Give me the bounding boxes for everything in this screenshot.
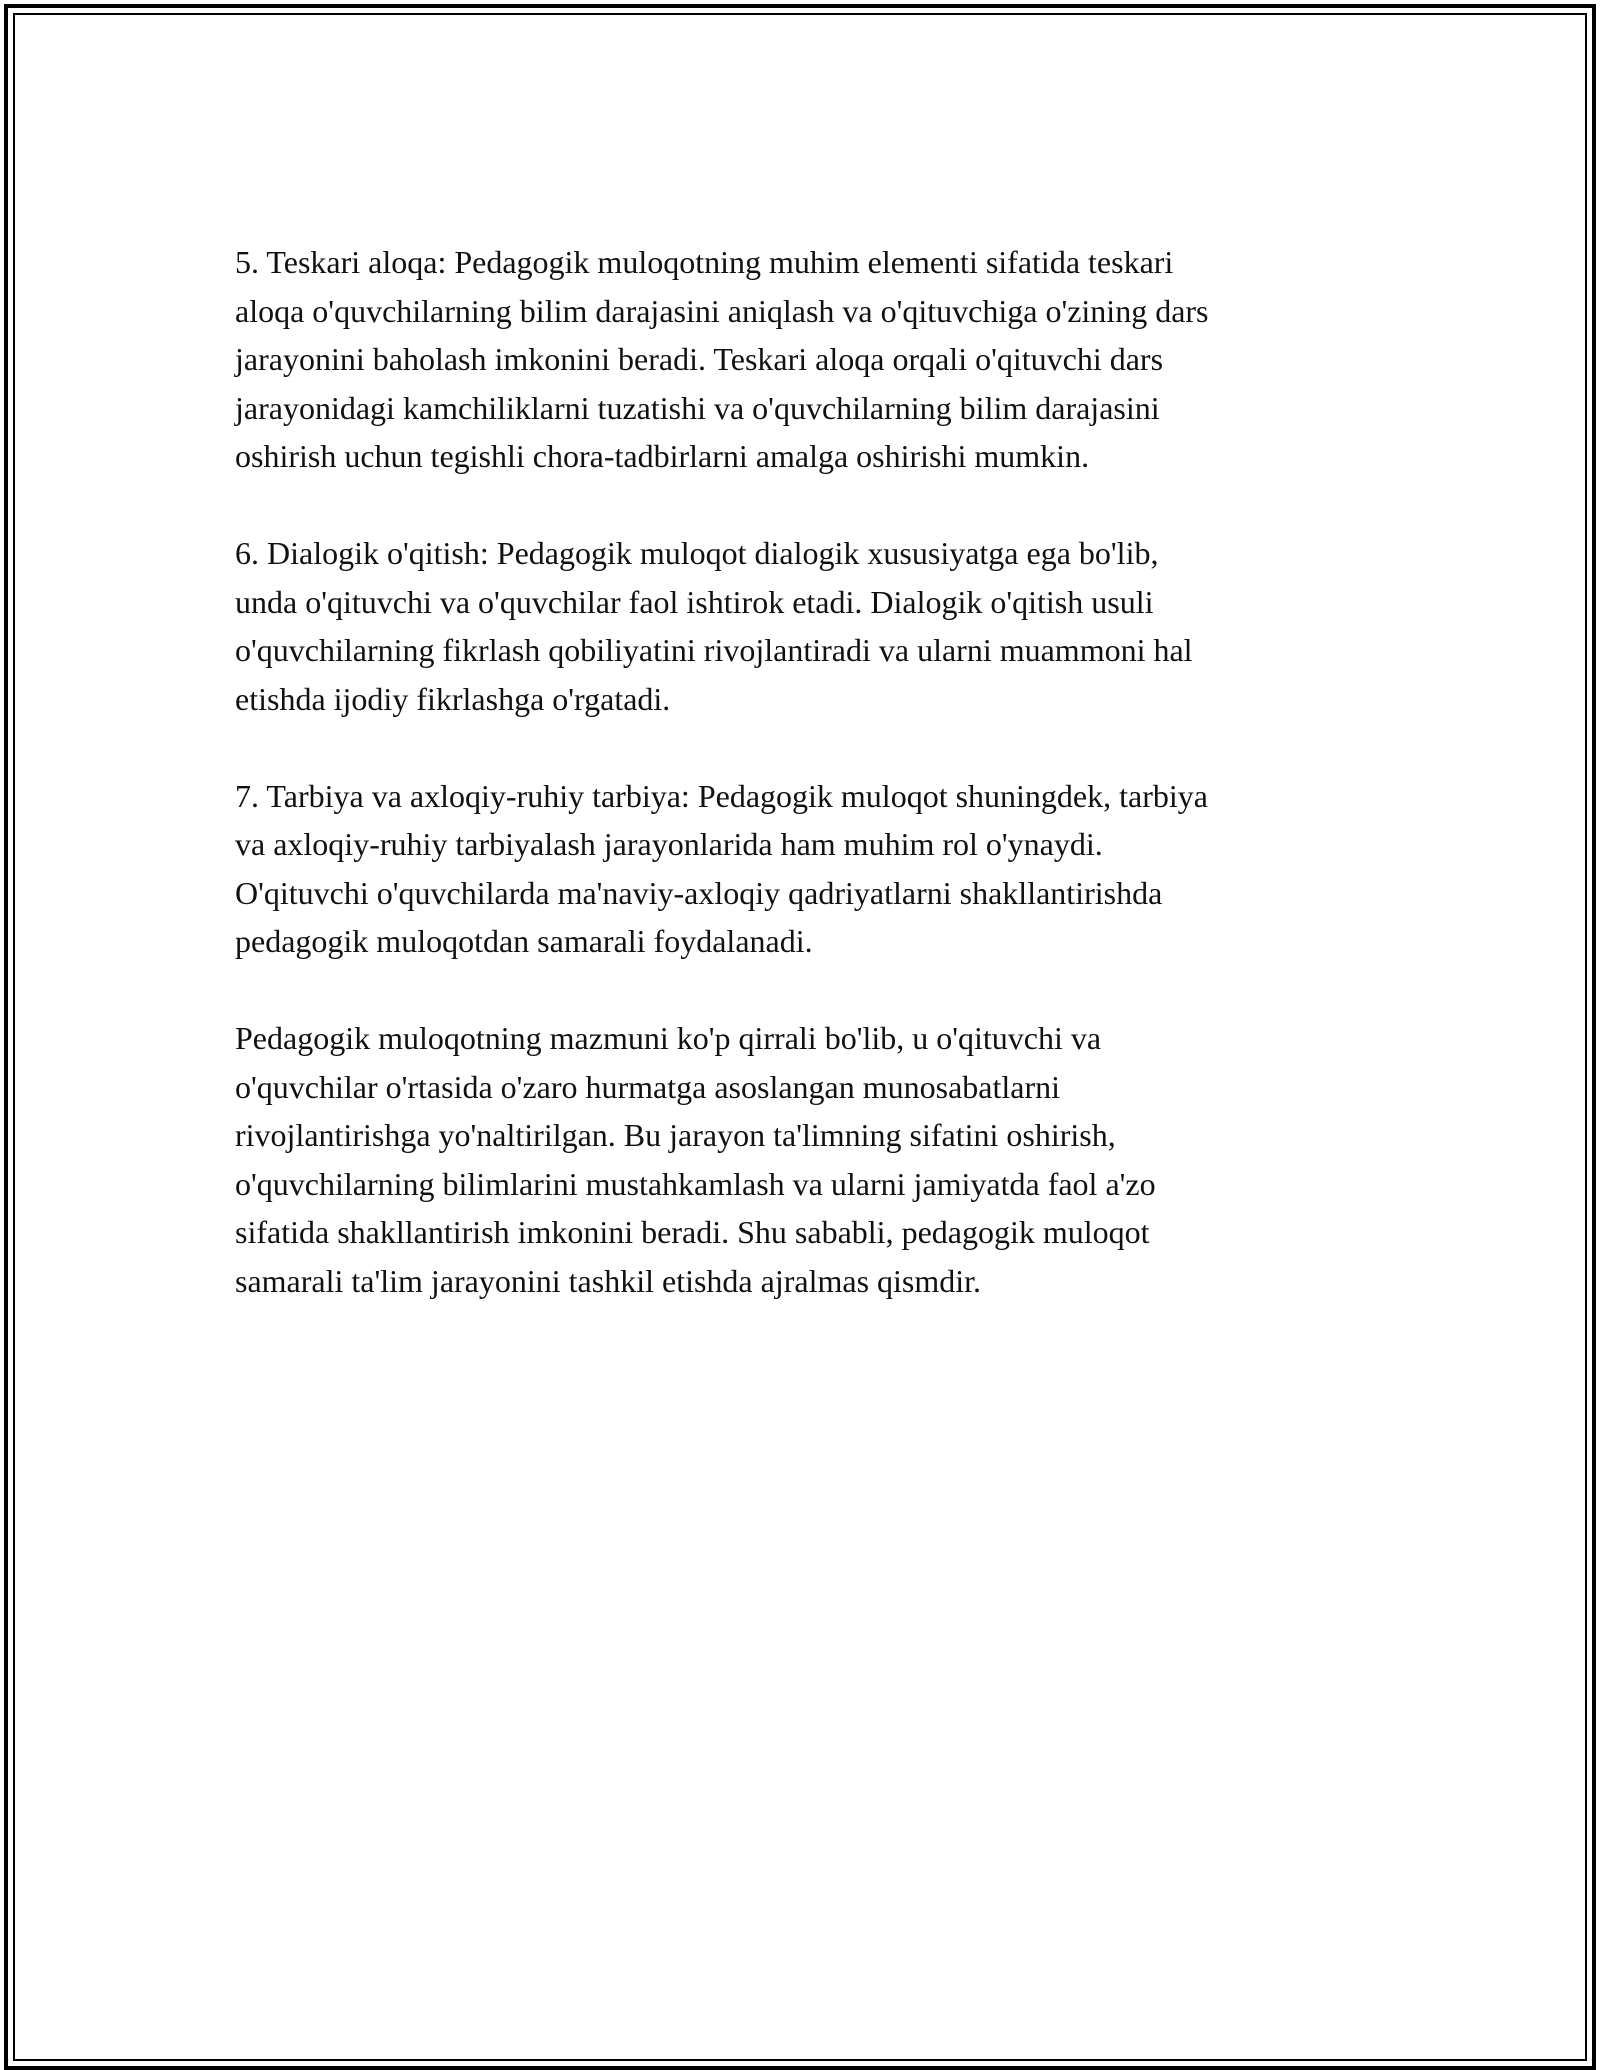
text-line: samarali ta'lim jarayonini tashkil etishda ajralmas qismdir. bbox=[235, 1262, 982, 1299]
text-line: rivojlantirishga yo'naltirilgan. Bu jarayon ta'limning sifatini oshirish, bbox=[235, 1117, 1116, 1153]
text-line: aloqa o'quvchilarning bilim darajasini aniqlash va o'qituvchiga o'zining dars bbox=[235, 292, 1209, 329]
paragraph-dialogic-teaching bbox=[235, 529, 1355, 723]
text-line: 6. Dialogik o'qitish: Pedagogik muloqot dialogik xususiyatga ega bo'lib, bbox=[235, 535, 1159, 571]
text-line: Pedagogik muloqotning mazmuni ko'p qirrali bo'lib, u o'qituvchi va bbox=[235, 1020, 1102, 1056]
paragraph-conclusion bbox=[235, 1014, 1355, 1305]
paragraph-moral-education bbox=[235, 772, 1355, 966]
text-line: unda o'qituvchi va o'quvchilar faol ishtirok etadi. Dialogik o'qitish usuli bbox=[235, 583, 1154, 620]
text-line: sifatida shakllantirish imkonini beradi. Shu sababli, pedagogik muloqot bbox=[235, 1214, 1150, 1250]
text-line: jarayonidagi kamchiliklarni tuzatishi va o'quvchilarning bilim darajasini bbox=[235, 389, 1160, 426]
text-line: 5. Teskari aloqa: Pedagogik muloqotning muhim elementi sifatida teskari bbox=[235, 244, 1174, 280]
text-line: o'quvchilarning bilimlarini mustahkamlash va ularni jamiyatda faol a'zo bbox=[235, 1165, 1156, 1202]
paragraph-feedback bbox=[235, 238, 1355, 481]
text-line: jarayonini baholash imkonini beradi. Teskari aloqa orqali o'qituvchi dars bbox=[235, 341, 1164, 377]
text-line: O'qituvchi o'quvchilarda ma'naviy-axloqiy qadriyatlarni shakllantirishda bbox=[235, 874, 1163, 911]
text-line: 7. Tarbiya va axloqiy-ruhiy tarbiya: Pedagogik muloqot shuningdek, tarbiya bbox=[235, 777, 1208, 814]
text-line: etishda ijodiy fikrlashga o'rgatadi. bbox=[235, 680, 671, 717]
text-line: pedagogik muloqotdan samarali foydalanadi. bbox=[235, 923, 813, 959]
document-body bbox=[235, 238, 1355, 1354]
text-line: oshirish uchun tegishli chora-tadbirlarni amalga oshirishi mumkin. bbox=[235, 438, 1090, 474]
text-line: o'quvchilar o'rtasida o'zaro hurmatga asoslangan munosabatlarni bbox=[235, 1068, 1061, 1105]
text-line: va axloqiy-ruhiy tarbiyalash jarayonlarida ham muhim rol o'ynaydi. bbox=[235, 826, 1103, 862]
text-line: o'quvchilarning fikrlash qobiliyatini rivojlantiradi va ularni muammoni hal bbox=[235, 632, 1193, 668]
